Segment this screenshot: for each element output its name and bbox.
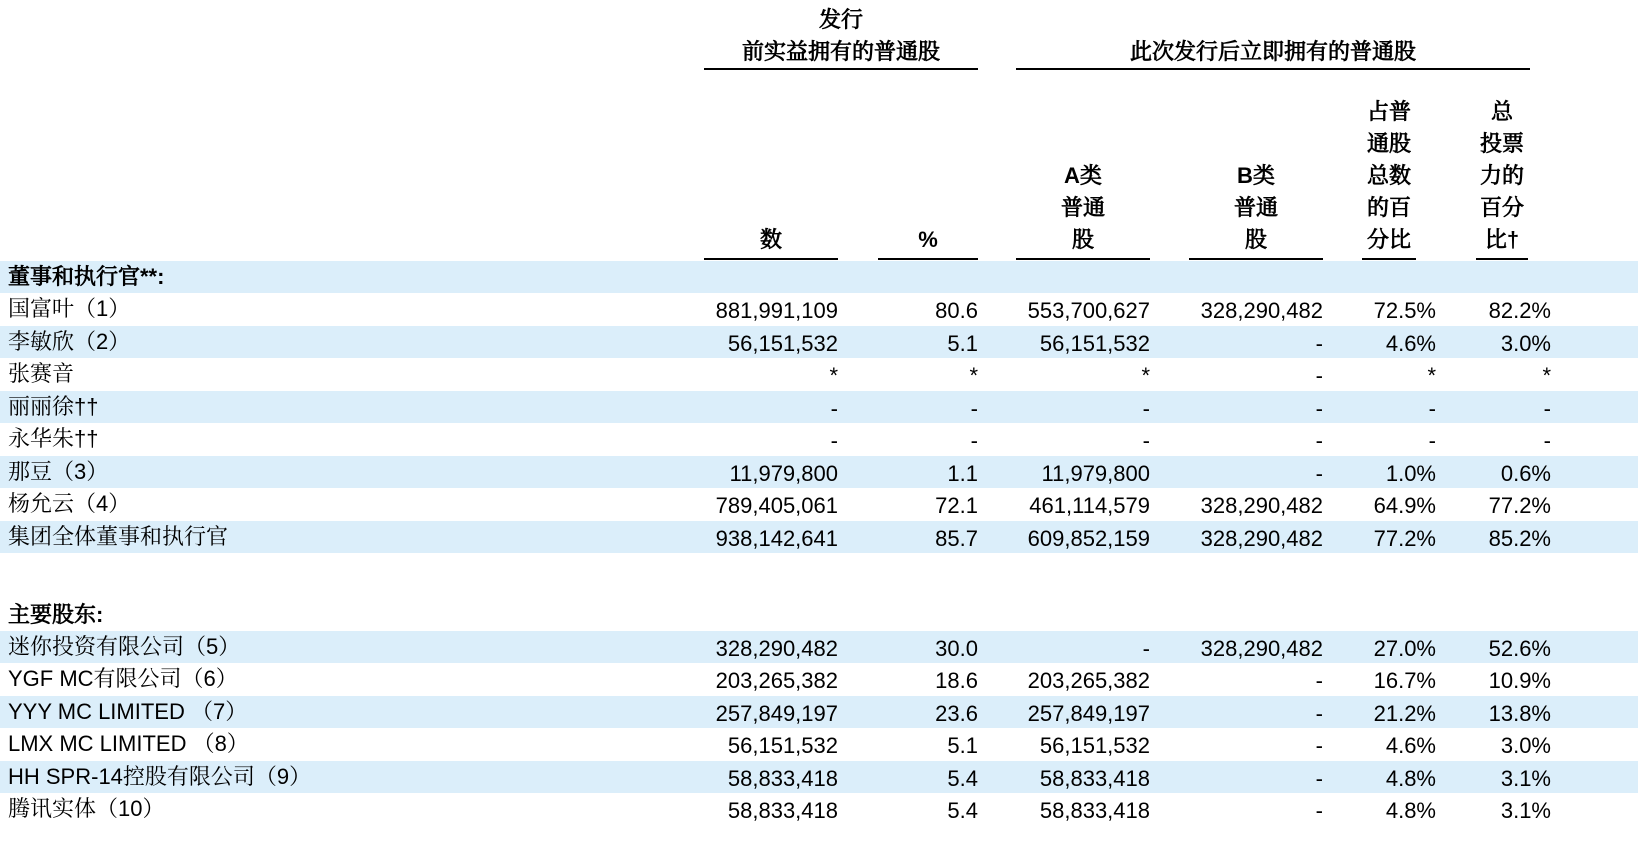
value-cell: - <box>1142 428 1150 453</box>
holder-name: YYY MC LIMITED （7） <box>8 698 248 724</box>
column-header-line: 普通 <box>1060 195 1105 220</box>
column-header-rule <box>1362 258 1416 260</box>
value-cell: 58,833,418 <box>1039 798 1150 823</box>
holder-name: LMX MC LIMITED （8） <box>8 731 249 756</box>
column-header-line: 数 <box>759 227 782 252</box>
column-header-rule <box>1016 258 1150 260</box>
table-row <box>0 521 1638 553</box>
column-header-2 <box>868 224 988 256</box>
value-cell: - <box>1315 428 1323 453</box>
value-cell: 3.0% <box>1500 330 1551 356</box>
column-header-line: 总数 <box>1366 163 1411 188</box>
section-title-row <box>0 599 1638 631</box>
value-cell: 11,979,800 <box>1041 460 1150 486</box>
value-cell: 85.2% <box>1488 525 1551 551</box>
value-cell: 257,849,197 <box>1027 700 1150 726</box>
value-cell: - <box>830 395 838 421</box>
value-cell: 203,265,382 <box>1027 668 1150 693</box>
value-cell: - <box>830 428 838 453</box>
value-cell: 4.8% <box>1385 798 1436 823</box>
value-cell: 5.4 <box>947 798 978 823</box>
holder-name: 李敏欣（2） <box>8 328 131 354</box>
holder-name: HH SPR-14控股有限公司（9） <box>8 763 312 789</box>
value-cell: 553,700,627 <box>1027 298 1150 323</box>
value-cell: - <box>1142 635 1150 661</box>
holder-name: 集团全体董事和执行官 <box>8 523 229 549</box>
value-cell: 82.2% <box>1488 298 1551 323</box>
column-header-line: 投票 <box>1479 131 1524 156</box>
holder-name: 迷你投资有限公司（5） <box>8 633 241 659</box>
value-cell: 77.2% <box>1488 493 1551 518</box>
column-header-line: 力的 <box>1479 163 1524 188</box>
column-header-rule <box>1476 258 1528 260</box>
column-header-line: 百分 <box>1479 195 1524 220</box>
value-cell: 56,151,532 <box>1039 733 1150 758</box>
value-cell: 11,979,800 <box>729 460 838 486</box>
table-row <box>0 631 1638 663</box>
column-header-line: 总 <box>1490 99 1513 124</box>
value-cell: 72.5% <box>1373 298 1436 323</box>
value-cell: - <box>1543 395 1551 421</box>
value-cell: 5.4 <box>947 765 978 791</box>
value-cell: * <box>1427 363 1436 388</box>
column-header-line: A类 <box>1064 163 1102 188</box>
value-cell: - <box>1315 460 1323 486</box>
value-cell: 881,991,109 <box>715 298 838 323</box>
section-title: 主要股东: <box>8 601 104 627</box>
value-cell: 58,833,418 <box>727 765 838 791</box>
value-cell: 938,142,641 <box>715 525 838 551</box>
table-row <box>0 663 1638 695</box>
value-cell: 16.7% <box>1373 668 1436 693</box>
value-cell: - <box>1428 428 1436 453</box>
value-cell: - <box>1315 395 1323 421</box>
value-cell: 789,405,061 <box>715 493 838 518</box>
value-cell: 23.6 <box>935 700 978 726</box>
value-cell: 461,114,579 <box>1029 493 1150 518</box>
value-cell: - <box>1315 700 1323 726</box>
value-cell: 1.1 <box>947 460 978 486</box>
value-cell: - <box>1315 798 1323 823</box>
value-cell: - <box>1315 765 1323 791</box>
value-cell: 328,290,482 <box>1200 635 1323 661</box>
value-cell: 4.8% <box>1385 765 1436 791</box>
holder-name: 那豆（3） <box>8 458 109 484</box>
value-cell: * <box>1141 363 1150 388</box>
value-cell: - <box>1142 395 1150 421</box>
column-header-line: 通股 <box>1366 131 1411 156</box>
holder-name: 永华朱†† <box>8 426 99 451</box>
value-cell: 56,151,532 <box>727 330 838 356</box>
value-cell: 3.1% <box>1500 798 1551 823</box>
value-cell: 58,833,418 <box>727 798 838 823</box>
group-header-rule <box>1016 68 1530 70</box>
column-header-line: 股 <box>1071 227 1094 252</box>
column-header-line: 比† <box>1484 227 1520 252</box>
group-header-line: 发行 <box>818 7 863 32</box>
table-row <box>0 696 1638 728</box>
value-cell: - <box>970 395 978 421</box>
group-header-after-offering: 此次发行后立即拥有的普通股 <box>1129 39 1416 64</box>
value-cell: 328,290,482 <box>715 635 838 661</box>
value-cell: 72.1 <box>935 493 978 518</box>
table-row <box>0 293 1638 325</box>
value-cell: 3.1% <box>1500 765 1551 791</box>
value-cell: - <box>1315 363 1323 388</box>
column-header-3 <box>1006 160 1160 256</box>
column-header-rule <box>704 258 838 260</box>
value-cell: 56,151,532 <box>1039 330 1150 356</box>
column-header-5 <box>1352 96 1426 256</box>
value-cell: 52.6% <box>1488 635 1551 661</box>
value-cell: 27.0% <box>1373 635 1436 661</box>
value-cell: 328,290,482 <box>1200 298 1323 323</box>
value-cell: 3.0% <box>1500 733 1551 758</box>
column-header-line: % <box>918 227 938 252</box>
holder-name: 国富叶（1） <box>8 296 131 321</box>
value-cell: 1.0% <box>1385 460 1436 486</box>
column-header-line: 的百 <box>1366 195 1411 220</box>
holder-name: 丽丽徐†† <box>8 393 99 419</box>
group-header-rule <box>704 68 978 70</box>
value-cell: 257,849,197 <box>715 700 838 726</box>
value-cell: 5.1 <box>947 733 978 758</box>
table-row <box>0 793 1638 825</box>
group-header-before-offering <box>704 4 978 68</box>
table-row <box>0 456 1638 488</box>
column-header-line: B类 <box>1237 163 1275 188</box>
holder-name: 张赛音 <box>8 361 75 386</box>
column-header-rule <box>878 258 978 260</box>
holder-name: 杨允云（4） <box>8 491 131 516</box>
value-cell: 77.2% <box>1373 525 1436 551</box>
group-header-line: 前实益拥有的普通股 <box>741 39 940 64</box>
section-title: 董事和执行官**: <box>8 264 165 289</box>
value-cell: 30.0 <box>935 635 978 661</box>
table-row <box>0 391 1638 423</box>
value-cell: 80.6 <box>935 298 978 323</box>
value-cell: 58,833,418 <box>1039 765 1150 791</box>
value-cell: 56,151,532 <box>727 733 838 758</box>
column-header-line: 普通 <box>1233 195 1278 220</box>
value-cell: 0.6% <box>1500 460 1551 486</box>
value-cell: 85.7 <box>935 525 978 551</box>
value-cell: - <box>1543 428 1551 453</box>
column-header-6 <box>1466 96 1538 256</box>
table-row <box>0 326 1638 358</box>
table-row <box>0 423 1638 455</box>
value-cell: * <box>829 363 838 388</box>
holder-name: YGF MC有限公司（6） <box>8 666 238 691</box>
value-cell: 609,852,159 <box>1027 525 1150 551</box>
value-cell: 10.9% <box>1488 668 1551 693</box>
value-cell: * <box>1542 363 1551 388</box>
column-header-line: 占普 <box>1366 99 1411 124</box>
value-cell: - <box>1315 330 1323 356</box>
value-cell: 21.2% <box>1373 700 1436 726</box>
value-cell: 328,290,482 <box>1200 493 1323 518</box>
table-row <box>0 761 1638 793</box>
value-cell: 4.6% <box>1385 733 1436 758</box>
value-cell: 328,290,482 <box>1200 525 1323 551</box>
column-header-line: 分比 <box>1366 227 1411 252</box>
value-cell: 64.9% <box>1373 493 1436 518</box>
column-header-line: 股 <box>1244 227 1267 252</box>
column-header-rule <box>1189 258 1323 260</box>
value-cell: - <box>1428 395 1436 421</box>
column-header-4 <box>1179 160 1333 256</box>
table-row <box>0 488 1638 520</box>
table-row <box>0 358 1638 390</box>
value-cell: 203,265,382 <box>715 668 838 693</box>
value-cell: 5.1 <box>947 330 978 356</box>
value-cell: * <box>969 363 978 388</box>
value-cell: - <box>970 428 978 453</box>
section-title-row <box>0 261 1638 293</box>
value-cell: - <box>1315 668 1323 693</box>
column-header-1 <box>694 224 848 256</box>
table-row <box>0 728 1638 760</box>
value-cell: 13.8% <box>1488 700 1551 726</box>
value-cell: - <box>1315 733 1323 758</box>
holder-name: 腾讯实体（10） <box>8 796 165 821</box>
value-cell: 18.6 <box>935 668 978 693</box>
value-cell: 4.6% <box>1385 330 1436 356</box>
